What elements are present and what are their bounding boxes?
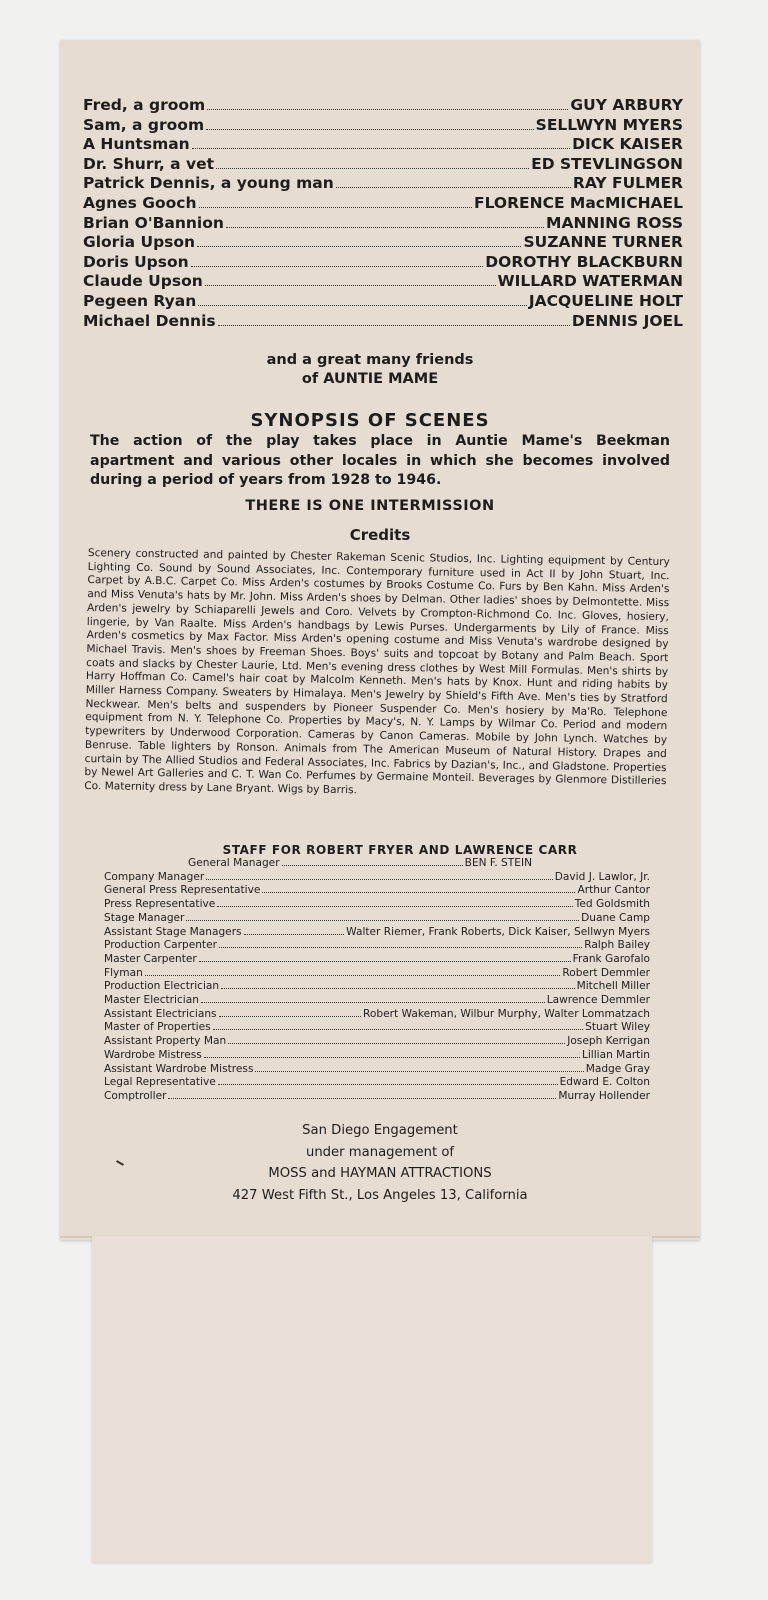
cast-row-name: DENNIS JOEL [571,311,683,330]
dot-leader [218,1083,558,1085]
cast-row [83,253,683,273]
cast-row [83,116,683,136]
dot-leader [206,128,534,130]
cast-row-name: WILLARD WATERMAN [497,272,683,291]
cast-row [83,96,683,116]
cast-row-name: FLORENCE MacMICHAEL [473,193,683,212]
staff-row-role: Wardrobe Mistress [104,1048,202,1061]
dot-leader [221,987,574,989]
cast-row-name: GUY ARBURY [570,96,683,114]
staff-row-name: Duane Camp [581,911,650,924]
dot-leader [192,147,570,149]
staff-row-role: Assistant Stage Managers [104,925,242,938]
staff-row [104,1035,650,1049]
cast-row-name: JACQUELINE HOLT [528,291,683,310]
dot-leader [206,878,553,880]
engagement-line-4: 427 West Fifth St., Los Angeles 13, California [232,1187,528,1203]
cast-row-name: SELLWYN MYERS [535,115,683,134]
staff-row-role: Master Electrician [104,994,199,1007]
dot-leader [228,1042,565,1044]
staff-row-name: Mitchell Miller [576,980,650,993]
staff-row-role: Stage Manager [104,911,185,924]
staff-row-name: Madge Gray [585,1062,650,1075]
cast-row [83,214,683,234]
dot-leader [198,304,527,306]
program-page-lower-panel [92,1236,652,1562]
synopsis-body: The action of the play takes place in Auntie Mame's Beekman apartment and various other locales in which she becomes involved during a period of years from 1928 to 1946. [90,433,670,488]
cast-row-name: DICK KAISER [572,135,683,154]
cast-row-role: Michael Dennis [83,311,216,330]
dot-leader [197,245,521,247]
dot-leader [244,933,345,935]
dot-leader [226,226,544,228]
staff-row-name: Robert Demmler [562,966,650,979]
cast-row [83,233,683,253]
cast-row [83,272,683,292]
staff-row [104,967,650,981]
cast-row-name: DOROTHY BLACKBURN [485,252,683,271]
staff-row-role: General Press Representative [104,884,261,897]
staff-row-name: Stuart Wiley [585,1021,650,1034]
staff-row [104,912,650,926]
staff-row-name: Walter Riemer, Frank Roberts, Dick Kaiser, Sellwyn Myers [346,925,650,938]
staff-row [104,884,650,898]
dot-leader [219,946,582,948]
cast-row [83,174,683,194]
credits-title: Credits [349,526,411,544]
dot-leader [145,974,561,976]
friends-note [180,351,560,389]
cast-row-role: Dr. Shurr, a vet [83,154,214,173]
staff-row-role: Master of Properties [104,1021,211,1034]
staff-row [104,871,650,885]
staff-row-role: Master Carpenter [104,952,197,965]
staff-row-name: Ted Goldsmith [574,898,650,911]
staff-row-role: Legal Representative [104,1076,216,1089]
dot-leader [199,960,571,962]
cast-row [83,194,683,214]
dot-leader [255,1070,583,1072]
cast-row-role: Pegeen Ryan [83,291,197,310]
staff-row-name: David J. Lawlor, Jr. [554,870,650,883]
staff-row [104,953,650,967]
cast-row-role: Claude Upson [83,272,203,291]
staff-row-role: General Manager [188,857,280,869]
dot-leader [262,891,575,893]
dot-leader [336,186,571,188]
staff-row-name: Joseph Kerrigan [567,1035,650,1048]
staff-row [104,926,650,940]
intermission-note: THERE IS ONE INTERMISSION [245,498,495,514]
staff-row-name: Ralph Bailey [584,939,650,952]
staff-row-name: Frank Garofalo [572,952,650,965]
cast-row-role: Patrick Dennis, a young man [83,174,334,193]
engagement-line-3: MOSS and HAYMAN ATTRACTIONS [268,1166,492,1181]
dot-leader [213,1028,583,1030]
dot-leader [204,1056,580,1058]
staff-row-name: Arthur Cantor [577,884,650,897]
dot-leader [218,324,570,326]
dot-leader [201,1001,545,1003]
synopsis-title: SYNOPSIS OF SCENES [250,410,490,431]
cast-row-role: Agnes Gooch [83,193,197,212]
staff-row [104,1021,650,1035]
dot-leader [168,1097,556,1099]
staff-row-role: Production Electrician [104,980,220,993]
friends-line-1: and a great many friends [266,352,474,368]
staff-row-name: Robert Wakeman, Wilbur Murphy, Walter Lommatzach [363,1007,650,1020]
staff-row [104,1049,650,1063]
cast-row [83,155,683,175]
cast-row-name: ED STEVLINGSON [531,154,683,173]
staff-row-role: Production Carpenter [104,939,217,952]
staff-row [188,857,532,871]
staff-row [104,994,650,1008]
credits-body: Scenery constructed and painted by Chester Rakeman Scenic Studios, Inc. Lighting equipment by Century Lighting Co. Sound by Sound Associates, Inc. Contemporary furniture used in Act II by John Stuart, Inc. Carpet by A.B.C. Carpet Co. Miss Arden's costumes by Brooks Costume Co. Furs by Ben Kahn. Miss Arden's and Miss Venuta's hats by Mr. John. Miss Arden's shoes by Delman. Other ladies' shoes by Delmontette. Miss Arden's jewelry by Schiaparelli Jewels and Coro. Velvets by Crompton-Richmond Co. Inc. Gloves, hosiery, lingerie, by Van Raalte. Miss Arden's handbags by Lewis Purses. Undergarments by Lily of France. Miss Arden's cosmetics by Max Factor. Miss Arden's opening costume and Miss Venuta's wardrobe designed by Michael Travis. Men's shoes by Freeman Shoes. Boys' suits and topcoat by Botany and Palm Beach. Sport coats and slacks by Chester Laurie, Ltd. Men's evening dress clothes by West Mill Formulas. Men's shirts by Harry Hoffman Co. Camel's hair coat by Malcolm Kenneth. Men's hats by Knox. Hunt and riding habits by Miller Harness Company. Sweaters by Himalaya. Men's Jewelry by Shield's Fifth Ave. Men's ties by Stratford Neckwear. Men's belts and suspenders by Pioneer Suspender Co. Men's hosiery by Ma'Ro. Telephone equipment from N. Y. Telephone Co. Properties by Macy's, N. Y. Lamps by Wilmar Co. Period and modern typewriters by Underwood Corporation. Cameras by Canon Cameras. Mobile by John Lynch. Watches by Benruse. Table lighters by Ronson. Animals from The American Museum of Natural History. Drapes and curtain by The Allied Studios and Federal Associates, Inc. Fabrics by Dazian's, Inc., and Gladstone. Properties by Newel Art Galleries and C. T. Wan Co. Perfumes by Germaine Monteil. Beverages by Glenmore Distilleries Co. Maternity dress by Lane Bryant. Wigs by Barris. [84,547,670,797]
dot-leader [282,864,463,866]
cast-row-role: Brian O'Bannion [83,213,224,232]
cast-row-role: Sam, a groom [83,115,205,134]
dot-leader [217,905,572,907]
staff-row [104,939,650,953]
cast-row-role: Doris Upson [83,252,189,271]
staff-row-name: Murray Hollender [558,1089,650,1102]
staff-row-role: Assistant Electricians [104,1007,217,1020]
cast-list [83,96,683,331]
staff-row-role: Assistant Property Man [104,1035,227,1048]
cast-row-name: SUZANNE TURNER [523,233,683,252]
engagement-line-1: San Diego Engagement [302,1123,458,1138]
dot-leader [186,919,579,921]
staff-list [104,857,650,1104]
dot-leader [191,265,484,267]
staff-row [104,898,650,912]
cast-row [83,312,683,332]
staff-row [104,1063,650,1077]
staff-row-name: Lawrence Demmler [546,994,650,1007]
staff-row-role: Comptroller [104,1089,167,1102]
cast-row [83,135,683,155]
staff-row-name: Lillian Martin [581,1048,650,1061]
dot-leader [219,1015,361,1017]
cast-row-role: A Huntsman [83,135,190,154]
dot-leader [205,284,496,286]
staff-row [104,1090,650,1104]
friends-line-2: of AUNTIE MAME [301,371,439,387]
dot-leader [199,206,472,208]
cast-row-role: Gloria Upson [83,233,196,252]
engagement-block [200,1120,560,1206]
staff-row-name: Edward E. Colton [559,1076,650,1089]
staff-row [104,1008,650,1022]
staff-title: STAFF FOR ROBERT FRYER AND LAWRENCE CARR [222,843,578,857]
cast-row-name: MANNING ROSS [546,213,683,232]
staff-row [104,980,650,994]
staff-row-role: Flyman [104,966,143,979]
cast-row [83,292,683,312]
dot-leader [207,108,568,110]
staff-row [104,1076,650,1090]
engagement-line-2: under management of [305,1144,455,1160]
staff-row-name: BEN F. STEIN [464,857,532,869]
staff-row-role: Assistant Wardrobe Mistress [104,1062,254,1075]
cast-row-role: Fred, a groom [83,96,206,114]
cast-row-name: RAY FULMER [572,174,683,193]
dot-leader [216,167,529,169]
staff-row-role: Company Manager [104,870,205,883]
staff-row-role: Press Representative [104,898,216,911]
